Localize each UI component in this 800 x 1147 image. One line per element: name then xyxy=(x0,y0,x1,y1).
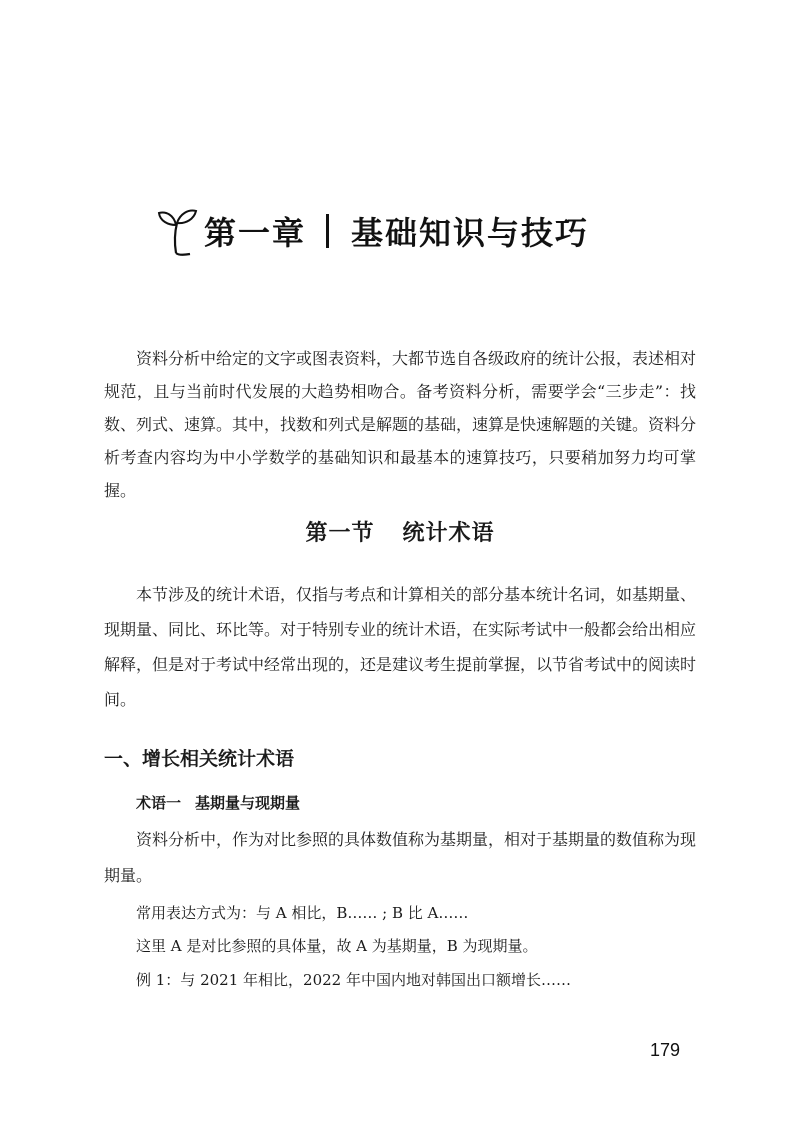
sprout-icon xyxy=(150,201,202,261)
section-number: 第一节 xyxy=(305,521,375,546)
chapter-divider xyxy=(326,214,329,248)
section-intro-paragraph: 本节涉及的统计术语，仅指与考点和计算相关的部分基本统计名词，如基期量、现期量、同比、环比等。对于特别专业的统计术语，在实际考试中一般都会给出相应解释，但是对于考试中经常出现的，还是建议考生提前掌握，以节省考试中的阅读时间。 xyxy=(104,585,697,709)
term-expression: 常用表达方式为：与 A 相比，B…… ; B 比 A…… xyxy=(136,904,469,922)
term-definition: 资料分析中，作为对比参照的具体数值称为基期量，相对于基期量的数值称为现期量。 xyxy=(104,830,697,885)
page-number: 179 xyxy=(650,1040,681,1060)
term-label: 术语一 xyxy=(136,794,182,812)
chapter-heading xyxy=(150,196,589,266)
term-title xyxy=(136,792,300,813)
section-title xyxy=(0,516,800,547)
chapter-title: 基础知识与技巧 xyxy=(351,214,590,252)
subsection-title: 一、增长相关统计术语 xyxy=(104,748,295,770)
term-example: 例 1：与 2021 年相比，2022 年中国内地对韩国出口额增长…… xyxy=(136,971,571,989)
term-name: 基期量与现期量 xyxy=(195,794,301,812)
term-explanation: 这里 A 是对比参照的具体量，故 A 为基期量，B 为现期量。 xyxy=(136,937,538,955)
chapter-number: 第一章 xyxy=(204,214,307,252)
section-name: 统计术语 xyxy=(402,521,495,546)
intro-paragraph: 资料分析中给定的文字或图表资料，大都节选自各级政府的统计公报，表述相对规范，且与当前时代发展的大趋势相吻合。备考资料分析，需要学会“三步走”：找数、列式、速算。其中，找数和列式是解题的基础，速算是快速解题的关键。资料分析考查内容均为中小学数学的基础知识和最基本的速算技巧，只要稍加努力均可掌握。 xyxy=(104,349,697,500)
